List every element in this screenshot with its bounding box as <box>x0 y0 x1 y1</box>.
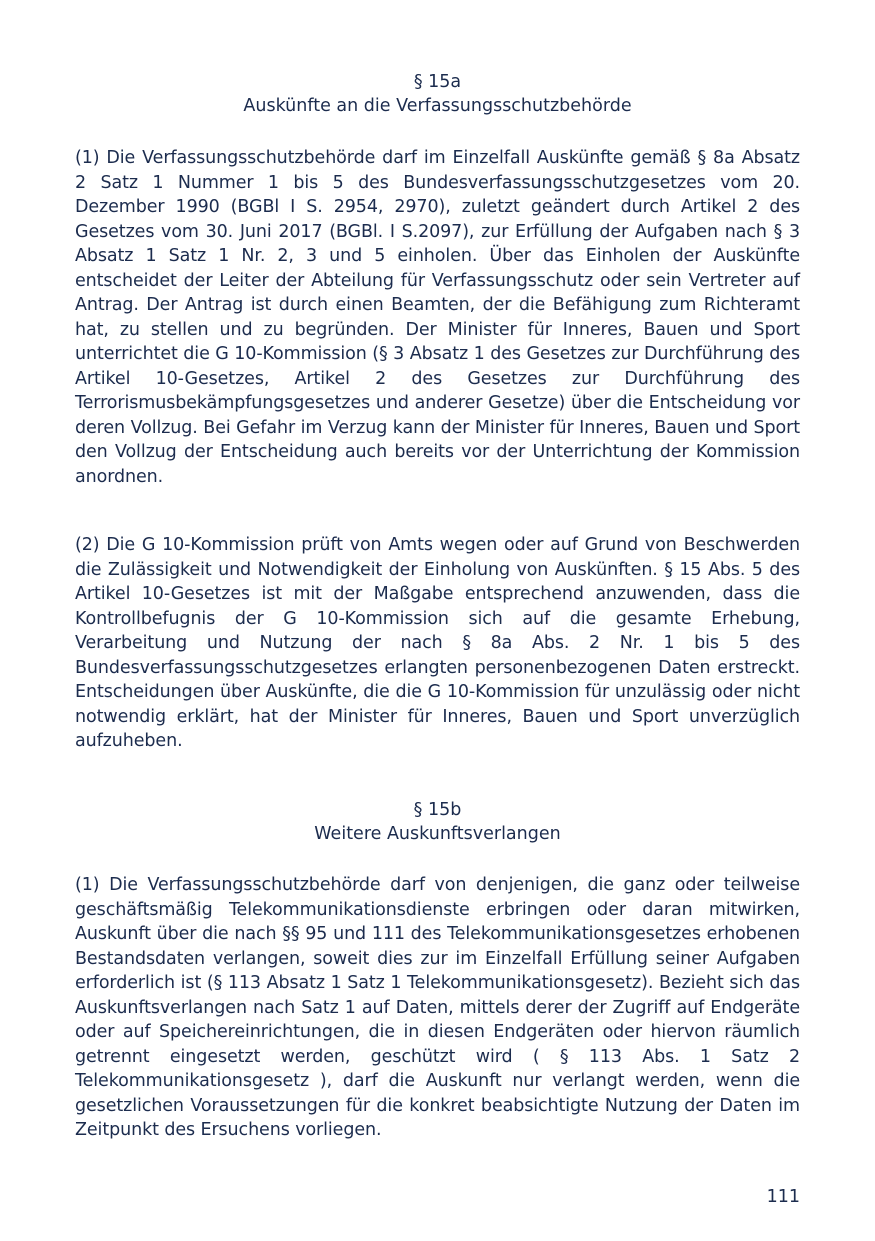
section-15a-heading <box>75 70 800 118</box>
section-15a-paragraph-2: (2) Die G 10-Kommission prüft von Amts wegen oder auf Grund von Beschwerden die Zulässigkeit und Notwendigkeit der Einholung von Auskünften. § 15 Abs. 5 des Artikel 10-Gesetzes ist mit der Maßgabe entsprechend anzuwenden, dass die Kontrollbefugnis der G 10-Kommission sich auf die gesamte Erhebung, Verarbeitung und Nutzung der nach § 8a Abs. 2 Nr. 1 bis 5 des Bundesverfassungsschutzgesetzes erlangten personenbezogenen Daten erstreckt. Entscheidungen über Auskünfte, die die G 10-Kommission für unzulässig oder nicht notwendig erklärt, hat der Minister für Inneres, Bauen und Sport unverzüglich aufzuheben. <box>75 535 800 751</box>
page-number: 111 <box>766 1187 800 1207</box>
section-number: § 15a <box>413 72 462 92</box>
section-number: § 15b <box>413 800 462 820</box>
section-15b-heading <box>75 798 800 846</box>
section-title: Auskünfte an die Verfassungsschutzbehörde <box>243 96 632 116</box>
section-title: Weitere Auskunftsverlangen <box>314 824 561 844</box>
section-15a-paragraph-1: (1) Die Verfassungsschutzbehörde darf im Einzelfall Auskünfte gemäß § 8a Absatz 2 Satz 1 Nummer 1 bis 5 des Bundesverfassungsschutzgesetzes vom 20. Dezember 1990 (BGBl I S. 2954, 2970), zuletzt geändert durch Artikel 2 des Gesetzes vom 30. Juni 2017 (BGBl. I S.2097), zur Erfüllung der Aufgaben nach § 3 Absatz 1 Satz 1 Nr. 2, 3 und 5 einholen. Über das Einholen der Auskünfte entscheidet der Leiter der Abteilung für Verfassungsschutz oder sein Vertreter auf Antrag. Der Antrag ist durch einen Beamten, der die Befähigung zum Richteramt hat, zu stellen und zu begründen. Der Minister für Inneres, Bauen und Sport unterrichtet die G 10-Kommission (§ 3 Absatz 1 des Gesetzes zur Durchführung des Artikel 10-Gesetzes, Artikel 2 des Gesetzes zur Durchführung des Terrorismusbekämpfungsgesetzes und anderer Gesetze) über die Entscheidung vor deren Vollzug. Bei Gefahr im Verzug kann der Minister für Inneres, Bauen und Sport den Vollzug der Entscheidung auch bereits vor der Unterrichtung der Kommission anordnen. <box>75 148 800 487</box>
section-15b-paragraph-1: (1) Die Verfassungsschutzbehörde darf von denjenigen, die ganz oder teilweise geschäftsmäßig Telekommunikationsdienste erbringen oder daran mitwirken, Auskunft über die nach §§ 95 und 111 des Telekommunikationsgesetzes erhobenen Bestandsdaten verlangen, soweit dies zur im Einzelfall Erfüllung seiner Aufgaben erforderlich ist (§ 113 Absatz 1 Satz 1 Telekommunikationsgesetz). Bezieht sich das Auskunftsverlangen nach Satz 1 auf Daten, mittels derer der Zugriff auf Endgeräte oder auf Speichereinrichtungen, die in diesen Endgeräten oder hiervon räumlich getrennt eingesetzt werden, geschützt wird ( § 113 Abs. 1 Satz 2 Telekommunikationsgesetz ), darf die Auskunft nur verlangt werden, wenn die gesetzlichen Voraussetzungen für die konkret beabsichtigte Nutzung der Daten im Zeitpunkt des Ersuchens vorliegen. <box>75 875 800 1140</box>
